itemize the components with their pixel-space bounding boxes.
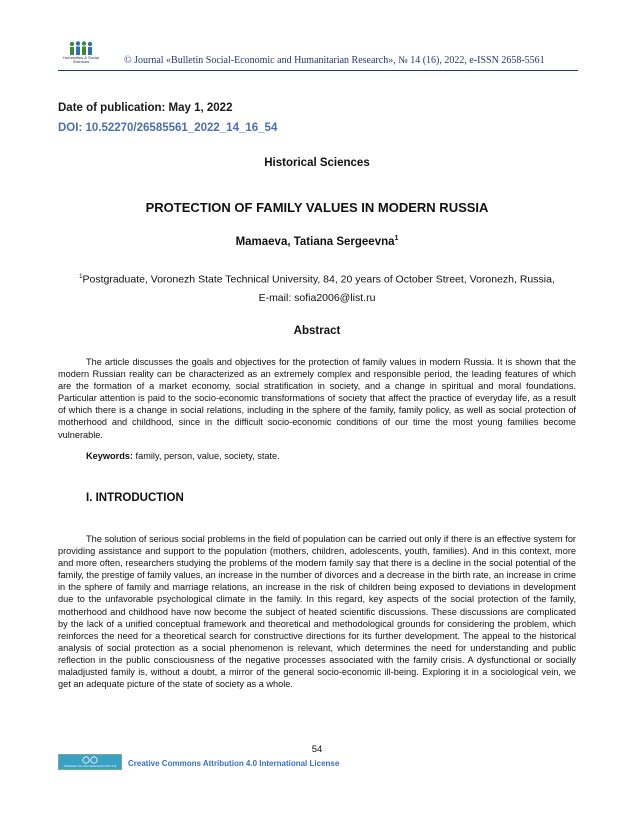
cc-license-badge[interactable] <box>58 754 122 770</box>
doi-link[interactable]: DOI: 10.52270/26585561_2022_14_16_54 <box>58 122 278 134</box>
cc-badge-text: Attribution 4.0 International (CC BY 4.0) <box>63 764 117 768</box>
logo-text: Humanities & Social Sciences <box>63 55 99 64</box>
cc-icon <box>80 756 100 764</box>
keywords-line <box>86 451 280 461</box>
section-heading: Historical Sciences <box>264 157 370 169</box>
journal-line: © Journal «Bulletin Social-Economic and Humanitarian Research», № 14 (16), 2022, e-ISSN 2658-5561 <box>124 55 545 66</box>
article-title: PROTECTION OF FAMILY VALUES IN MODERN RUSSIA <box>145 200 489 215</box>
keywords-value: family, person, value, society, state. <box>135 451 280 461</box>
abstract-heading: Abstract <box>293 325 341 337</box>
affiliation <box>74 268 560 307</box>
publication-date: Date of publication: May 1, 2022 <box>58 102 233 114</box>
page-number: 54 <box>311 744 323 755</box>
introduction-text: The solution of serious social problems in the field of population can be carried out only if there is an effective system for providing assistance and support to the population (mothers, children, adolescents, youth, families). And in this context, more and more often, researchers studying the problems of the modern family say that there is a decline in the social potential of the family, the prestige of family values, an increase in the number of divorces and a decrease in the birth rate, an increase in crime in the sphere of family and marriage relations, an increase in the risk of children being exposed to deviations in development due to the unfavorable psychological climate in the family. In this regard, key aspects of the social protection of the family, motherhood and childhood have now become the subject of heated scientific discussions. These discussions are complicated by the lack of a unified conceptual framework and theoretical and methodological grounds for considering the problem, which reinforces the need for a theoretical search for constructive directions for its further development. The appeal to the historical analysis of social protection as a social phenomenon is relevant, which determines the need for understanding and public reflection in the public consciousness of the negative processes associated with the family crisis. A dysfunctional or socially maladjusted family is, without a doubt, a mirror of the general socio-economic ill-being. Exploring it in a sociological vein, we get an adequate picture of the state of society as a whole. <box>58 534 576 690</box>
abstract-text: The article discusses the goals and objectives for the protection of family values in modern Russia. It is shown that the modern Russian reality can be characterized as an extremely complex and responsible period, the leading features of which are the formation of a market economy, social stratification in society, and a change in spiritual and moral foundations. Particular attention is paid to the socio-economic transformations of society that affect the practice of everyday life, as a result of which there is a change in social relations, including in the sphere of the family, family policy, as well as social protection of motherhood and childhood, since in the difficult socio-economic conditions of our time the most young families become vulnerable. <box>58 357 576 440</box>
introduction-heading: I. INTRODUCTION <box>86 492 184 504</box>
license-link[interactable]: Creative Commons Attribution 4.0 International License <box>128 759 340 768</box>
author-line <box>0 235 634 248</box>
journal-logo <box>58 40 104 68</box>
affiliation-mark: 1 <box>79 274 83 280</box>
people-icon <box>66 40 96 56</box>
author-name: Mamaeva, Tatiana Sergeevna <box>235 235 395 248</box>
keywords-label: Keywords: <box>86 451 133 461</box>
affiliation-text: Postgraduate, Voronezh State Technical University, 84, 20 years of October Street, Voronezh, Russia, E-mail: sofia2006@list.ru <box>82 273 555 304</box>
page-header <box>58 40 578 72</box>
author-footnote-mark: 1 <box>394 235 399 242</box>
header-divider <box>58 70 578 71</box>
